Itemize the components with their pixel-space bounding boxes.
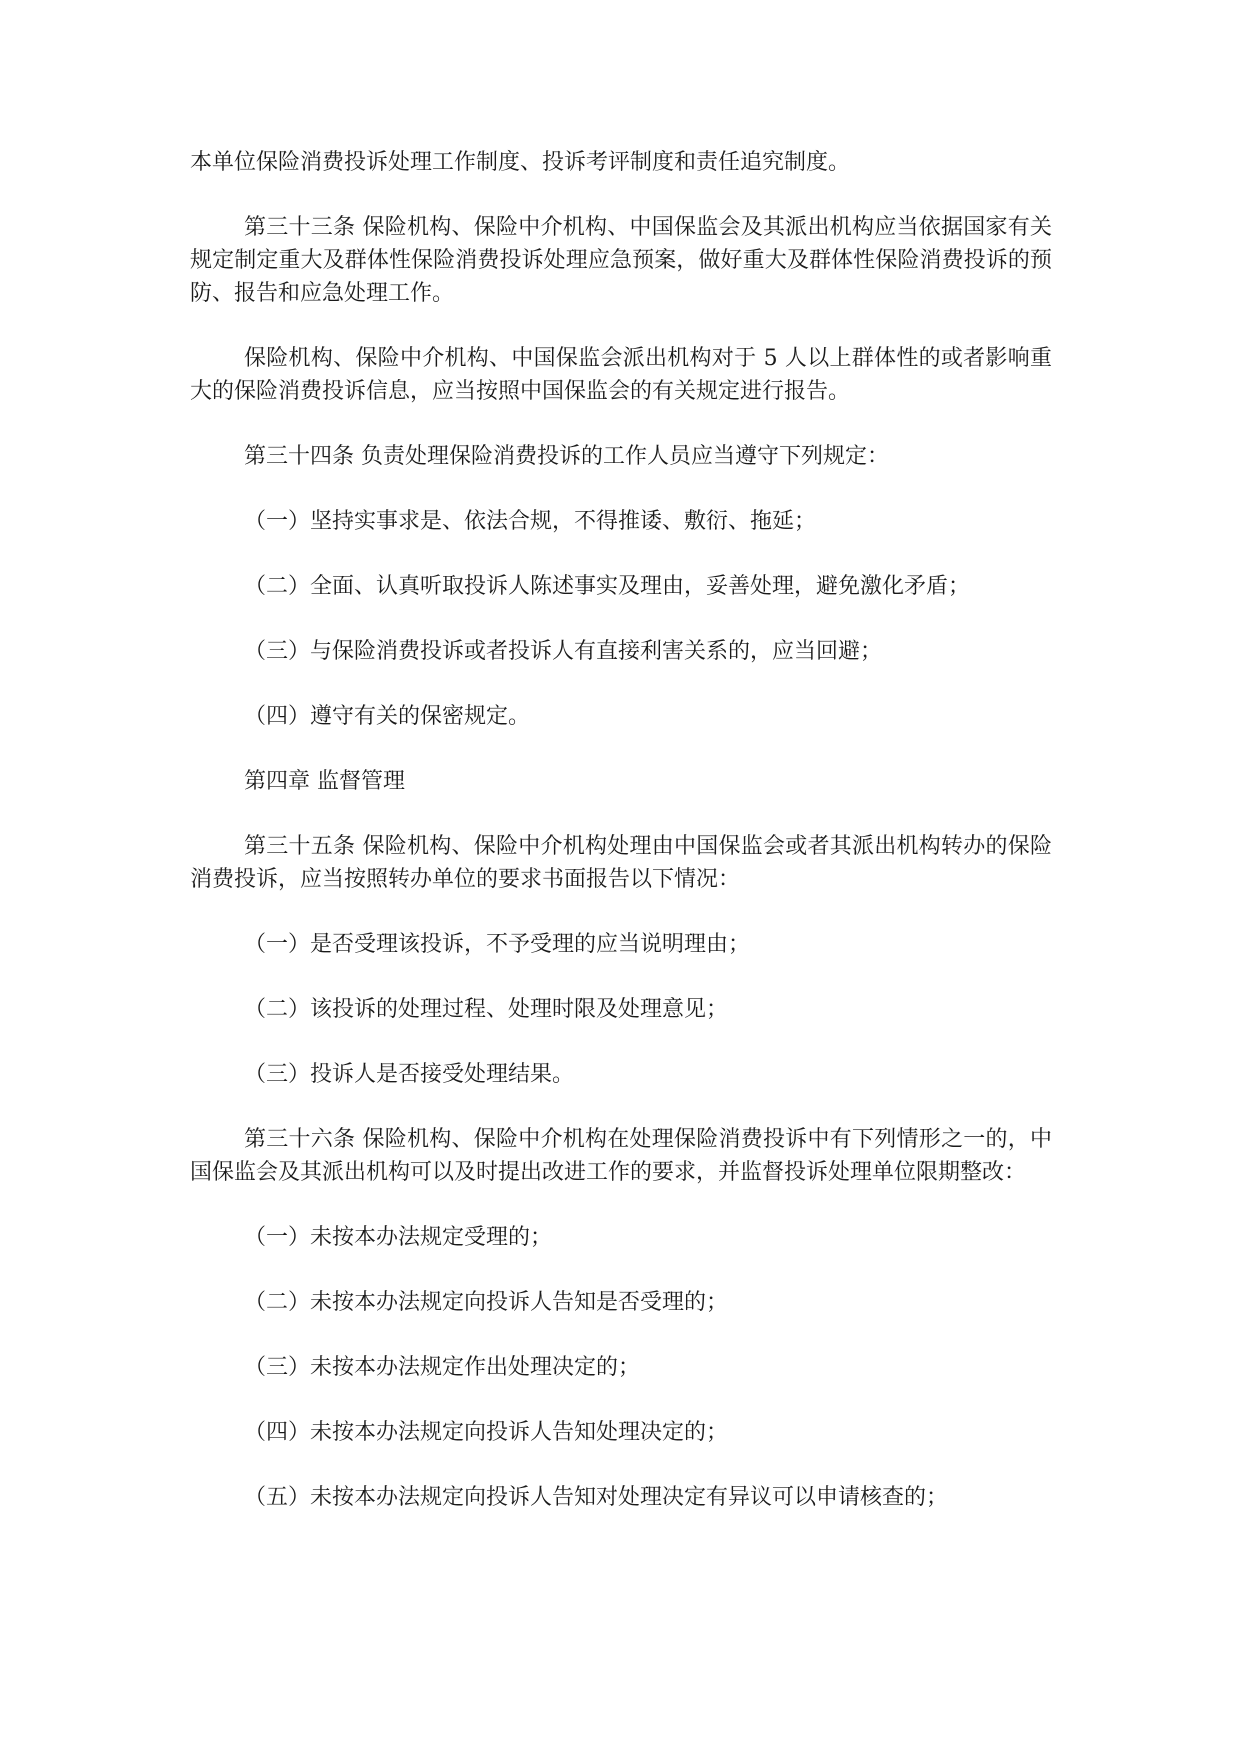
article-35-item-1: （一）是否受理该投诉，不予受理的应当说明理由； xyxy=(244,932,751,957)
article-34-item-3: （三）与保险消费投诉或者投诉人有直接利害关系的，应当回避； xyxy=(244,639,883,664)
article-36-item-4: （四）未按本办法规定向投诉人告知处理决定的； xyxy=(244,1420,729,1445)
article-35-item-3: （三）投诉人是否接受处理结果。 xyxy=(244,1062,575,1087)
chapter-4-heading: 第四章 监督管理 xyxy=(244,769,405,794)
article-35: 第三十五条 保险机构、保险中介机构处理由中国保监会或者其派出机构转办的保险消费投诉，应当按照转办单位的要求书面报告以下情况： xyxy=(190,834,1052,892)
article-36: 第三十六条 保险机构、保险中介机构在处理保险消费投诉中有下列情形之一的，中国保监会及其派出机构可以及时提出改进工作的要求，并监督投诉处理单位限期整改： xyxy=(190,1127,1052,1185)
document-page xyxy=(190,146,1052,1546)
article-35-item-2: （二）该投诉的处理过程、处理时限及处理意见； xyxy=(244,997,729,1022)
article-34-item-4: （四）遵守有关的保密规定。 xyxy=(244,704,531,729)
article-34: 第三十四条 负责处理保险消费投诉的工作人员应当遵守下列规定： xyxy=(244,444,889,469)
article-36-item-1: （一）未按本办法规定受理的； xyxy=(244,1225,553,1250)
article-34-item-1: （一）坚持实事求是、依法合规，不得推诿、敷衍、拖延； xyxy=(244,509,817,534)
article-36-item-2: （二）未按本办法规定向投诉人告知是否受理的； xyxy=(244,1290,729,1315)
paragraph-continuation: 本单位保险消费投诉处理工作制度、投诉考评制度和责任追究制度。 xyxy=(190,150,851,175)
article-36-item-5: （五）未按本办法规定向投诉人告知对处理决定有异议可以申请核查的； xyxy=(244,1485,949,1510)
article-34-item-2: （二）全面、认真听取投诉人陈述事实及理由，妥善处理，避免激化矛盾； xyxy=(244,574,971,599)
article-33: 第三十三条 保险机构、保险中介机构、中国保监会及其派出机构应当依据国家有关规定制定重大及群体性保险消费投诉处理应急预案，做好重大及群体性保险消费投诉的预防、报告和应急处理工作。 xyxy=(190,215,1052,306)
article-33-paragraph-2: 保险机构、保险中介机构、中国保监会派出机构对于 5 人以上群体性的或者影响重大的保险消费投诉信息，应当按照中国保监会的有关规定进行报告。 xyxy=(190,346,1052,404)
article-36-item-3: （三）未按本办法规定作出处理决定的； xyxy=(244,1355,641,1380)
